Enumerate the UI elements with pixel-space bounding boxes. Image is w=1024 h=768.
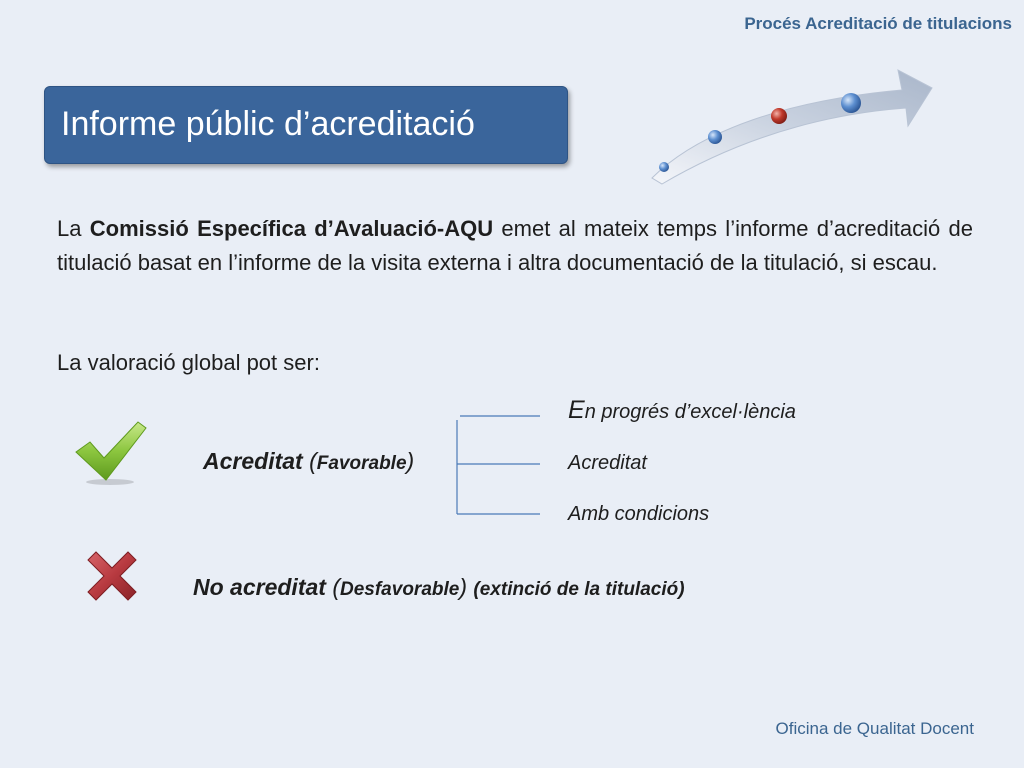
acreditat-text: Acreditat [203,448,303,474]
cross-icon [84,548,140,604]
paren-close: ) [406,448,415,474]
check-icon [72,418,152,488]
desfavorable-text: Desfavorable [340,579,460,600]
footer-office: Oficina de Qualitat Docent [775,719,974,738]
paren-open: ( [332,574,340,600]
option-excellence-rest: n progrés d’excel·lència [584,401,796,423]
paragraph-intro: La [57,216,82,241]
description-paragraph [57,212,973,280]
options-bracket [456,412,546,520]
option-acreditat: Acreditat [568,452,647,474]
paren-open: ( [309,448,317,474]
favorable-text: Favorable [316,453,407,474]
progress-arrow-icon [640,60,940,190]
no-acreditat-text: No acreditat [193,574,326,600]
paragraph-rest: emet al mateix temps l’informe d’acreditació de titulació basat en l’informe de la visita externa i altra documentació de la titulació, si escau. [57,216,973,275]
no-acreditat-label [193,574,685,601]
paren-close: ) [459,574,468,600]
option-amb-condicions: Amb condicions [568,503,710,525]
option-excellence [568,396,796,425]
paragraph-commission: Comissió Específica d’Avaluació-AQU [89,216,494,241]
extincio-note: (extinció de la titulació) [473,579,685,600]
header-section-title: Procés Acreditació de titulacions [744,14,1012,33]
valoracio-label: La valoració global pot ser: [57,350,320,375]
acreditat-favorable-label [203,448,414,475]
title-box [44,86,568,164]
page-title: Informe públic d’acreditació [61,105,475,143]
option-excellence-initial: E [568,396,585,424]
